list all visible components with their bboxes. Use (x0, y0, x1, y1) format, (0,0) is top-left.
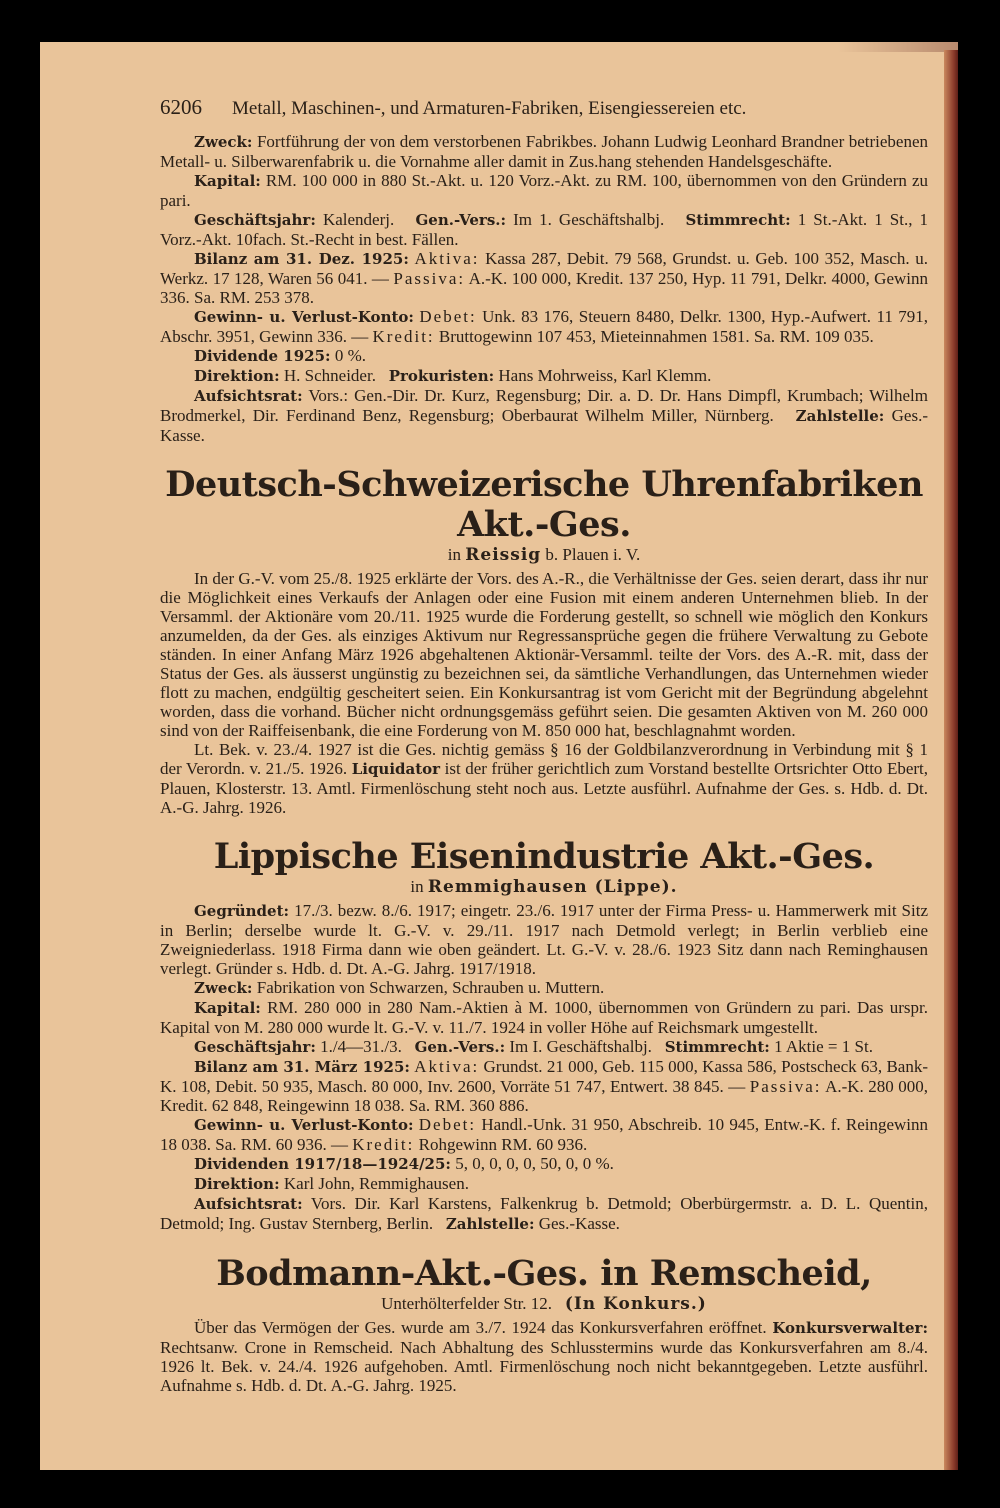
location-suffix: b. Plauen i. V. (545, 545, 641, 564)
zahl-text: Ges.-Kasse. (538, 1214, 620, 1233)
body-paragraph (160, 1318, 928, 1395)
entry-deutsch-schweizerische (160, 465, 928, 817)
div-text: 5, 0, 0, 0, 0, 50, 0, 0 %. (455, 1154, 614, 1173)
dividende-para (160, 1154, 928, 1174)
status-badge: (In Konkurs.) (564, 1294, 707, 1314)
guv-label: Gewinn- u. Verlust-Konto: (194, 308, 414, 326)
aufsichtsrat-para (160, 1194, 928, 1234)
gv-label: Gen.-Vers.: (414, 1038, 506, 1056)
company-location (160, 877, 928, 897)
zweck-para (160, 132, 928, 171)
zweck-label: Zweck: (194, 133, 253, 151)
guv-label: Gewinn- u. Verlust-Konto: (194, 1116, 414, 1134)
entry-lippische (160, 837, 928, 1234)
kapital-text: RM. 280 000 in 280 Nam.-Aktien à M. 1000, übernommen von Gründern zu pari. Das urspr. Kapital von M. 280 000 wurde lt. G.-V. v. 11./7. 1924 in voller Höhe auf Reichsmark umgestellt. (160, 998, 929, 1037)
bilanz-label: Bilanz am 31. Dez. 1925: (194, 250, 409, 268)
kredit-label: Kredit: (372, 327, 435, 346)
company-title: Deutsch-Schweizerische Uhrenfabriken Akt.-Ges. (165, 464, 923, 545)
page-number: 6206 (160, 95, 202, 119)
konkursverwalter-label: Konkursverwalter: (772, 1319, 928, 1337)
body-paragraph-2 (160, 740, 928, 817)
body-text-2: Rechtsanw. Crone in Remscheid. Nach Abhaltung des Schlusstermins wurde das Konkursverfahren am 8./4. 1926 lt. Bek. v. 24./4. 1926 aufgehoben. Amtl. Firmenlöschung noch nicht bekanntgegeben. Letzte ausführl. Aufnahme s. Hdb. d. Dt. A.-G. Jahrg. 1925. (160, 1338, 928, 1395)
dividende-para (160, 346, 928, 366)
gv-text: Im I. Geschäftshalbj. (509, 1037, 652, 1056)
gv-text: Im 1. Geschäftshalbj. (513, 210, 665, 229)
liquidator-label: Liquidator (351, 760, 441, 778)
company-title: Lippische Eisenindustrie Akt.-Ges. (213, 836, 875, 877)
book-edge (944, 50, 958, 1470)
company-title: Bodmann-Akt.-Ges. in Remscheid, (216, 1253, 872, 1294)
running-title: Metall, Maschinen-, und Armaturen-Fabriken, Eisengiessereien etc. (232, 98, 747, 119)
div-label: Dividenden 1917/18—1924/25: (194, 1155, 451, 1173)
location-prefix: in (447, 545, 462, 564)
stimm-text: 1 St.-Akt. 1 St., 1 Vorz.-Akt. 10fach. St.-Recht in best. Fällen. (160, 210, 929, 249)
aktiva-label: Aktiva: (414, 249, 480, 268)
bilanz-para (160, 249, 928, 307)
zahl-label: Zahlstelle: (445, 1215, 535, 1233)
entry-continued (160, 132, 928, 445)
dir-label: Direktion: (194, 367, 280, 385)
prok-text: Hans Mohrweiss, Karl Klemm. (498, 366, 712, 385)
gj-label: Geschäftsjahr: (194, 211, 316, 229)
gv-label: Gen.-Vers.: (415, 211, 507, 229)
company-location (160, 545, 928, 565)
body-paragraph: In der G.-V. vom 25./8. 1925 erklärte der Vors. des A.-R., die Verhältnisse der Ges. seien derart, dass ihr nur die Möglichkeit eines Verkaufs der Anlagen oder eine Fusion mit einem anderen Unternehmen blieb. In der Versamml. der Aktionäre vom 20./11. 1925 wurde die Forderung gestellt, so schnell wie möglich den Konkurs anzumelden, da der Ges. als einziges Aktivum nur Regressansprüche gegen die frühere Verwaltung zu Gebote ständen. In einer Anfang März 1926 abgehaltenen Aktionär-Versamml. teilte der Vors. des A.-R. mit, dass der Status der Ges. als äusserst ungünstig zu bezeichnen sei, da sämtliche Verhandlungen, das Unternehmen wieder flott zu machen, endgültig gescheitert seien. Ein Konkursantrag ist vom Gericht mit der Begründung abgelehnt worden, dass die vorhand. Bücher nicht ordnungsgemäss geführt seien. Die gesamten Aktiven von M. 260 000 sind von der Raiffeisenbank, die eine Forderung von M. 850 000 hat, beschlagnahmt worden. (160, 569, 928, 740)
direktion-para (160, 366, 928, 386)
guv-para (160, 307, 928, 346)
address-text: Unterhölterfelder Str. 12. (381, 1294, 553, 1313)
dir-text: H. Schneider. (283, 366, 376, 385)
page-content (160, 95, 929, 1395)
body-text: Über das Vermögen der Ges. wurde am 3./7. 1924 das Konkursverfahren eröffnet. (194, 1318, 767, 1337)
debet-label: Debet: (418, 1115, 477, 1134)
body-text: Lt. Bek. v. 23./4. 1927 ist die Ges. nichtig gemäss § 16 der Goldbilanzverordnung in Verbindung mit § 1 der Verordn. v. 21./5. 1926. (160, 740, 928, 778)
debet-text: Handl.-Unk. 31 950, Abschreib. 10 945, Entw.-K. f. Reingewinn 18 038. Sa. RM. 60 936. — (160, 1115, 929, 1154)
kredit-text: Bruttogewinn 107 453, Mieteinnahmen 1581. Sa. RM. 109 035. (438, 327, 874, 346)
div-text: 0 %. (334, 346, 367, 365)
gj-text: Kalenderj. (322, 210, 395, 229)
debet-text: Unk. 83 176, Steuern 8480, Delkr. 1300, Hyp.-Aufwert. 11 791, Abschr. 3951, Gewinn 336. — (160, 307, 928, 346)
kapital-label: Kapital: (194, 999, 261, 1017)
aktiva-label: Aktiva: (414, 1057, 480, 1076)
location-place: Reissig (465, 545, 542, 565)
stimm-label: Stimmrecht: (685, 211, 791, 229)
passiva-label: Passiva: (393, 269, 466, 288)
dir-label: Direktion: (194, 1175, 280, 1193)
aktiva-text: Grundst. 21 000, Geb. 115 000, Kassa 586, Postscheck 63, Bank-K. 108, Debit. 50 935, Masch. 80 000, Inv. 2600, Vorräte 51 747, Entwert. 38 845. — (160, 1057, 928, 1096)
kapital-text: RM. 100 000 in 880 St.-Akt. u. 120 Vorz.-Akt. zu RM. 100, übernommen von den Gründern zu pari. (160, 171, 928, 210)
div-label: Dividende 1925: (194, 347, 331, 365)
gj-text: 1./4—31./3. (320, 1037, 402, 1056)
ar-label: Aufsichtsrat: (194, 1195, 303, 1213)
body-text-2: ist der früher gerichtlich zum Vorstand bestellte Ortsrichter Otto Ebert, Plauen, Klosterstr. 13. Amtl. Firmenlöschung steht noch aus. Letzte ausführl. Aufnahme der Ges. s. Hdb. d. Dt. A.-G. Jahrg. 1926. (160, 759, 929, 817)
gegr-text: 17./3. bezw. 8./6. 1917; eingetr. 23./6. 1917 unter der Firma Press- u. Hammerwerk mit Sitz in Berlin; derselbe wurde lt. G.-V. v. 29./11. 1917 nach Detmold verlegt; in Berlin verblieb eine Zweigniederlass. 1918 Firma dann wie oben geändert. Lt. G.-V. v. 28./6. 1923 Sitz dann nach Reminghausen verlegt. Gründer s. Hdb. d. Dt. A.-G. Jahrg. 1917/1918. (160, 901, 928, 978)
stimm-label: Stimmrecht: (664, 1038, 770, 1056)
kapital-label: Kapital: (194, 172, 261, 190)
stimm-text: 1 Aktie = 1 St. (774, 1037, 873, 1056)
zweck-text: Fabrikation von Schwarzen, Schrauben u. Muttern. (256, 978, 605, 997)
book-page (40, 42, 958, 1470)
zahl-text: Ges.-Kasse. (160, 406, 929, 445)
geschaeftsjahr-para (160, 210, 928, 249)
passiva-text: A.-K. 280 000, Kredit. 62 848, Reingewinn 18 038. Sa. RM. 360 886. (160, 1077, 929, 1115)
kredit-text: Rohgewinn RM. 60 936. (418, 1135, 588, 1154)
page-curl (838, 42, 958, 52)
bilanz-para (160, 1057, 928, 1115)
dir-text: Karl John, Remmighausen. (283, 1174, 469, 1193)
ar-label: Aufsichtsrat: (194, 387, 303, 405)
zweck-text: Fortführung der von dem verstorbenen Fabrikbes. Johann Ludwig Leonhard Brandner betriebenen Metall- u. Silberwarenfabrik u. die Vornahme aller damit in Zus.hang stehenden Handelsgeschäfte. (160, 132, 929, 171)
location-prefix: in (410, 877, 424, 896)
bilanz-label: Bilanz am 31. März 1925: (194, 1058, 410, 1076)
kredit-label: Kredit: (352, 1135, 415, 1154)
prok-label: Prokuristen: (388, 367, 495, 385)
kapital-para (160, 998, 928, 1037)
company-address (160, 1294, 928, 1314)
gegr-label: Gegründet: (194, 902, 290, 920)
aktiva-text: Kassa 287, Debit. 79 568, Grundst. u. Geb. 100 352, Masch. u. Werkz. 17 128, Waren 56 041. — (160, 249, 928, 288)
direktion-para (160, 1174, 928, 1194)
ar-text: Vors. Dir. Karl Karstens, Falkenkrug b. Detmold; Oberbürgermstr. a. D. L. Quentin, Detmold; Ing. Gustav Sternberg, Berlin. (160, 1194, 928, 1233)
entry-bodmann (160, 1254, 928, 1395)
zahl-label: Zahlstelle: (795, 407, 885, 425)
zweck-label: Zweck: (194, 979, 253, 997)
passiva-text: A.-K. 100 000, Kredit. 137 250, Hyp. 11 791, Delkr. 4000, Gewinn 336. Sa. RM. 253 378. (160, 269, 928, 307)
gegruendet-para (160, 901, 928, 978)
guv-para (160, 1115, 928, 1154)
ar-text: Vors.: Gen.-Dir. Dr. Kurz, Regensburg; Dir. a. D. Dr. Hans Dimpfl, Krumbach; Wilhelm Brodmerkel, Dir. Ferdinand Benz, Regensburg; Oberbaurat Wilhelm Miller, Nürnberg. (160, 386, 928, 425)
gj-label: Geschäftsjahr: (194, 1038, 316, 1056)
geschaeftsjahr-para (160, 1037, 928, 1057)
debet-label: Debet: (419, 307, 477, 326)
passiva-label: Passiva: (749, 1077, 822, 1096)
zweck-para (160, 978, 928, 998)
location-place: Remmighausen (Lippe). (427, 877, 678, 897)
running-header (160, 95, 928, 119)
kapital-para (160, 171, 928, 210)
aufsichtsrat-para (160, 386, 928, 445)
